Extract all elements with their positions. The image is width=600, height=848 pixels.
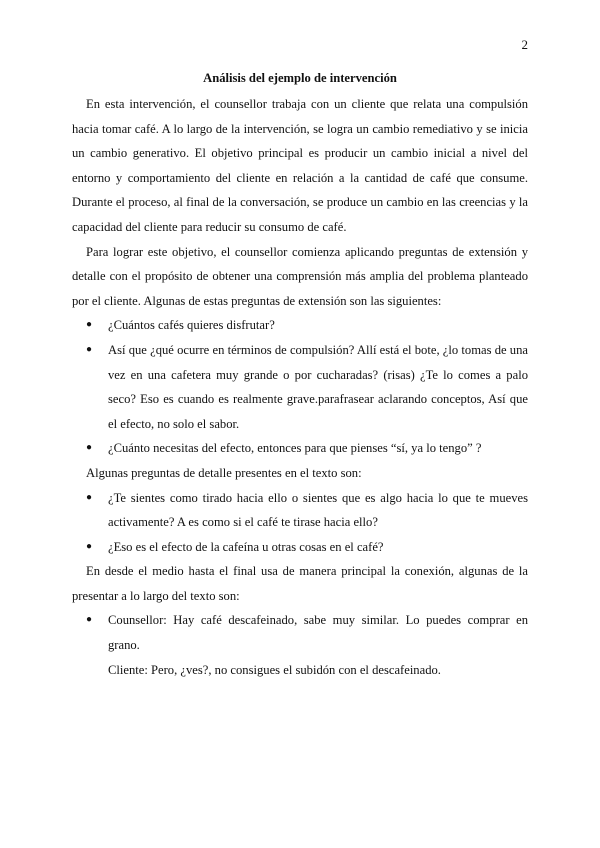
list-item xyxy=(72,608,528,657)
list-item xyxy=(72,535,528,560)
list-item-text: ¿Cuántos cafés quieres disfrutar? xyxy=(108,318,275,333)
list-item-text: Así que ¿qué ocurre en términos de compulsión? Allí está el bote, ¿lo tomas de una vez en una cafetera muy grande o por cucharadas? (risas) ¿Te lo comes a palo seco? Eso es cuando es realmente grave.parafrasear aclarando conceptos, Así que el efecto, no solo el sabor. xyxy=(108,342,528,431)
dialogue-client: Cliente: Pero, ¿ves?, no consigues el subidón con el descafeinado. xyxy=(108,662,441,677)
paragraph-intro: En esta intervención, el counsellor trabaja con un cliente que relata una compulsión hacia tomar café. A lo largo de la intervención, se logra un cambio remediativo y se inicia un cambio generativo. El objetivo principal es producir un cambio inicial a nivel del entorno y comportamiento del cliente en relación a la cantidad de café que consume. Durante el proceso, al final de la conversación, se produce un cambio en las creencias y la capacidad del cliente para reducir su consumo de café. xyxy=(72,97,528,234)
connection-example-list xyxy=(72,608,528,657)
paragraph-extension-intro: Para lograr este objetivo, el counsellor comienza aplicando preguntas de extensión y detalle con el propósito de obtener una comprensión más amplia del problema planteado por el cliente. Algunas de estas preguntas de extensión son las siguientes: xyxy=(72,244,528,308)
paragraph-detail-intro: Algunas preguntas de detalle presentes en el texto son: xyxy=(86,465,362,480)
bullet-icon: ● xyxy=(86,491,93,503)
detail-question-list xyxy=(72,486,528,560)
bullet-icon: ● xyxy=(86,540,93,552)
list-item-text: ¿Te sientes como tirado hacia ello o sientes que es algo hacia lo que te mueves activamente? A es como si el café te tirase hacia ello? xyxy=(108,490,528,530)
page-number: 2 xyxy=(521,37,528,52)
section-title: Análisis del ejemplo de intervención xyxy=(203,71,397,85)
bullet-icon: ● xyxy=(86,442,93,454)
paragraph-connection-intro: En desde el medio hasta el final usa de manera principal la conexión, algunas de la presentar a lo largo del texto son: xyxy=(72,564,528,603)
document-body xyxy=(72,68,528,682)
dialogue-counsellor: Counsellor: Hay café descafeinado, sabe muy similar. Lo puedes comprar en grano. xyxy=(108,613,528,653)
bullet-icon: ● xyxy=(86,614,93,626)
bullet-icon: ● xyxy=(86,343,93,355)
list-item-text: ¿Eso es el efecto de la cafeína u otras cosas en el café? xyxy=(108,539,384,554)
bullet-icon: ● xyxy=(86,319,93,331)
list-item xyxy=(72,436,528,461)
list-item xyxy=(72,486,528,535)
extension-question-list xyxy=(72,313,528,461)
list-item xyxy=(72,338,528,436)
list-item-text: ¿Cuánto necesitas del efecto, entonces para que pienses “sí, ya lo tengo” ? xyxy=(108,441,482,456)
list-item xyxy=(72,313,528,338)
